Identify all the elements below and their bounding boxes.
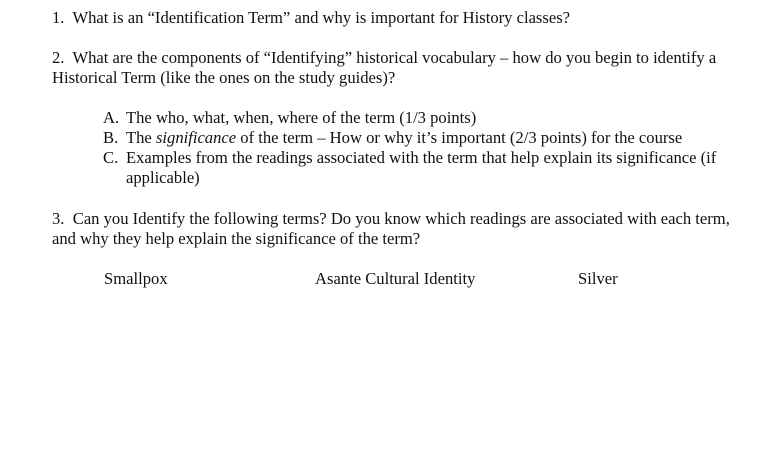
- item-letter: C.: [103, 148, 119, 167]
- component-item-c: [103, 148, 743, 188]
- question-2: [52, 48, 742, 88]
- component-list: [103, 108, 743, 188]
- item-text-after: of the term – How or why it’s important (2/3 points) for the course: [236, 128, 683, 147]
- item-text-emphasis: significance: [155, 128, 237, 147]
- question-number: 2.: [52, 48, 65, 67]
- item-text-before: The: [126, 128, 156, 147]
- question-1: [52, 8, 742, 28]
- item-text: The who, what, when, where of the term (1/3 points): [126, 108, 477, 127]
- component-item-b: [103, 128, 743, 148]
- question-number: 3.: [52, 209, 65, 228]
- question-3: [52, 209, 742, 249]
- item-letter: A.: [103, 108, 120, 127]
- term-silver: Silver: [578, 269, 618, 288]
- question-text: What are the components of “Identifying” historical vocabulary – how do you begin to identify a Historical Term (like the ones on the study guides)?: [52, 48, 717, 87]
- term-smallpox: Smallpox: [104, 269, 168, 288]
- question-text: Can you Identify the following terms? Do you know which readings are associated with each term, and why they help explain the significance of the term?: [52, 209, 730, 248]
- question-text: What is an “Identification Term” and why is important for History classes?: [72, 8, 571, 27]
- item-letter: B.: [103, 128, 119, 147]
- item-text: Examples from the readings associated with the term that help explain its significance (if applicable): [126, 148, 717, 187]
- term-asante-cultural-identity: Asante Cultural Identity: [315, 269, 476, 288]
- question-number: 1.: [52, 8, 65, 27]
- component-item-a: [103, 108, 743, 128]
